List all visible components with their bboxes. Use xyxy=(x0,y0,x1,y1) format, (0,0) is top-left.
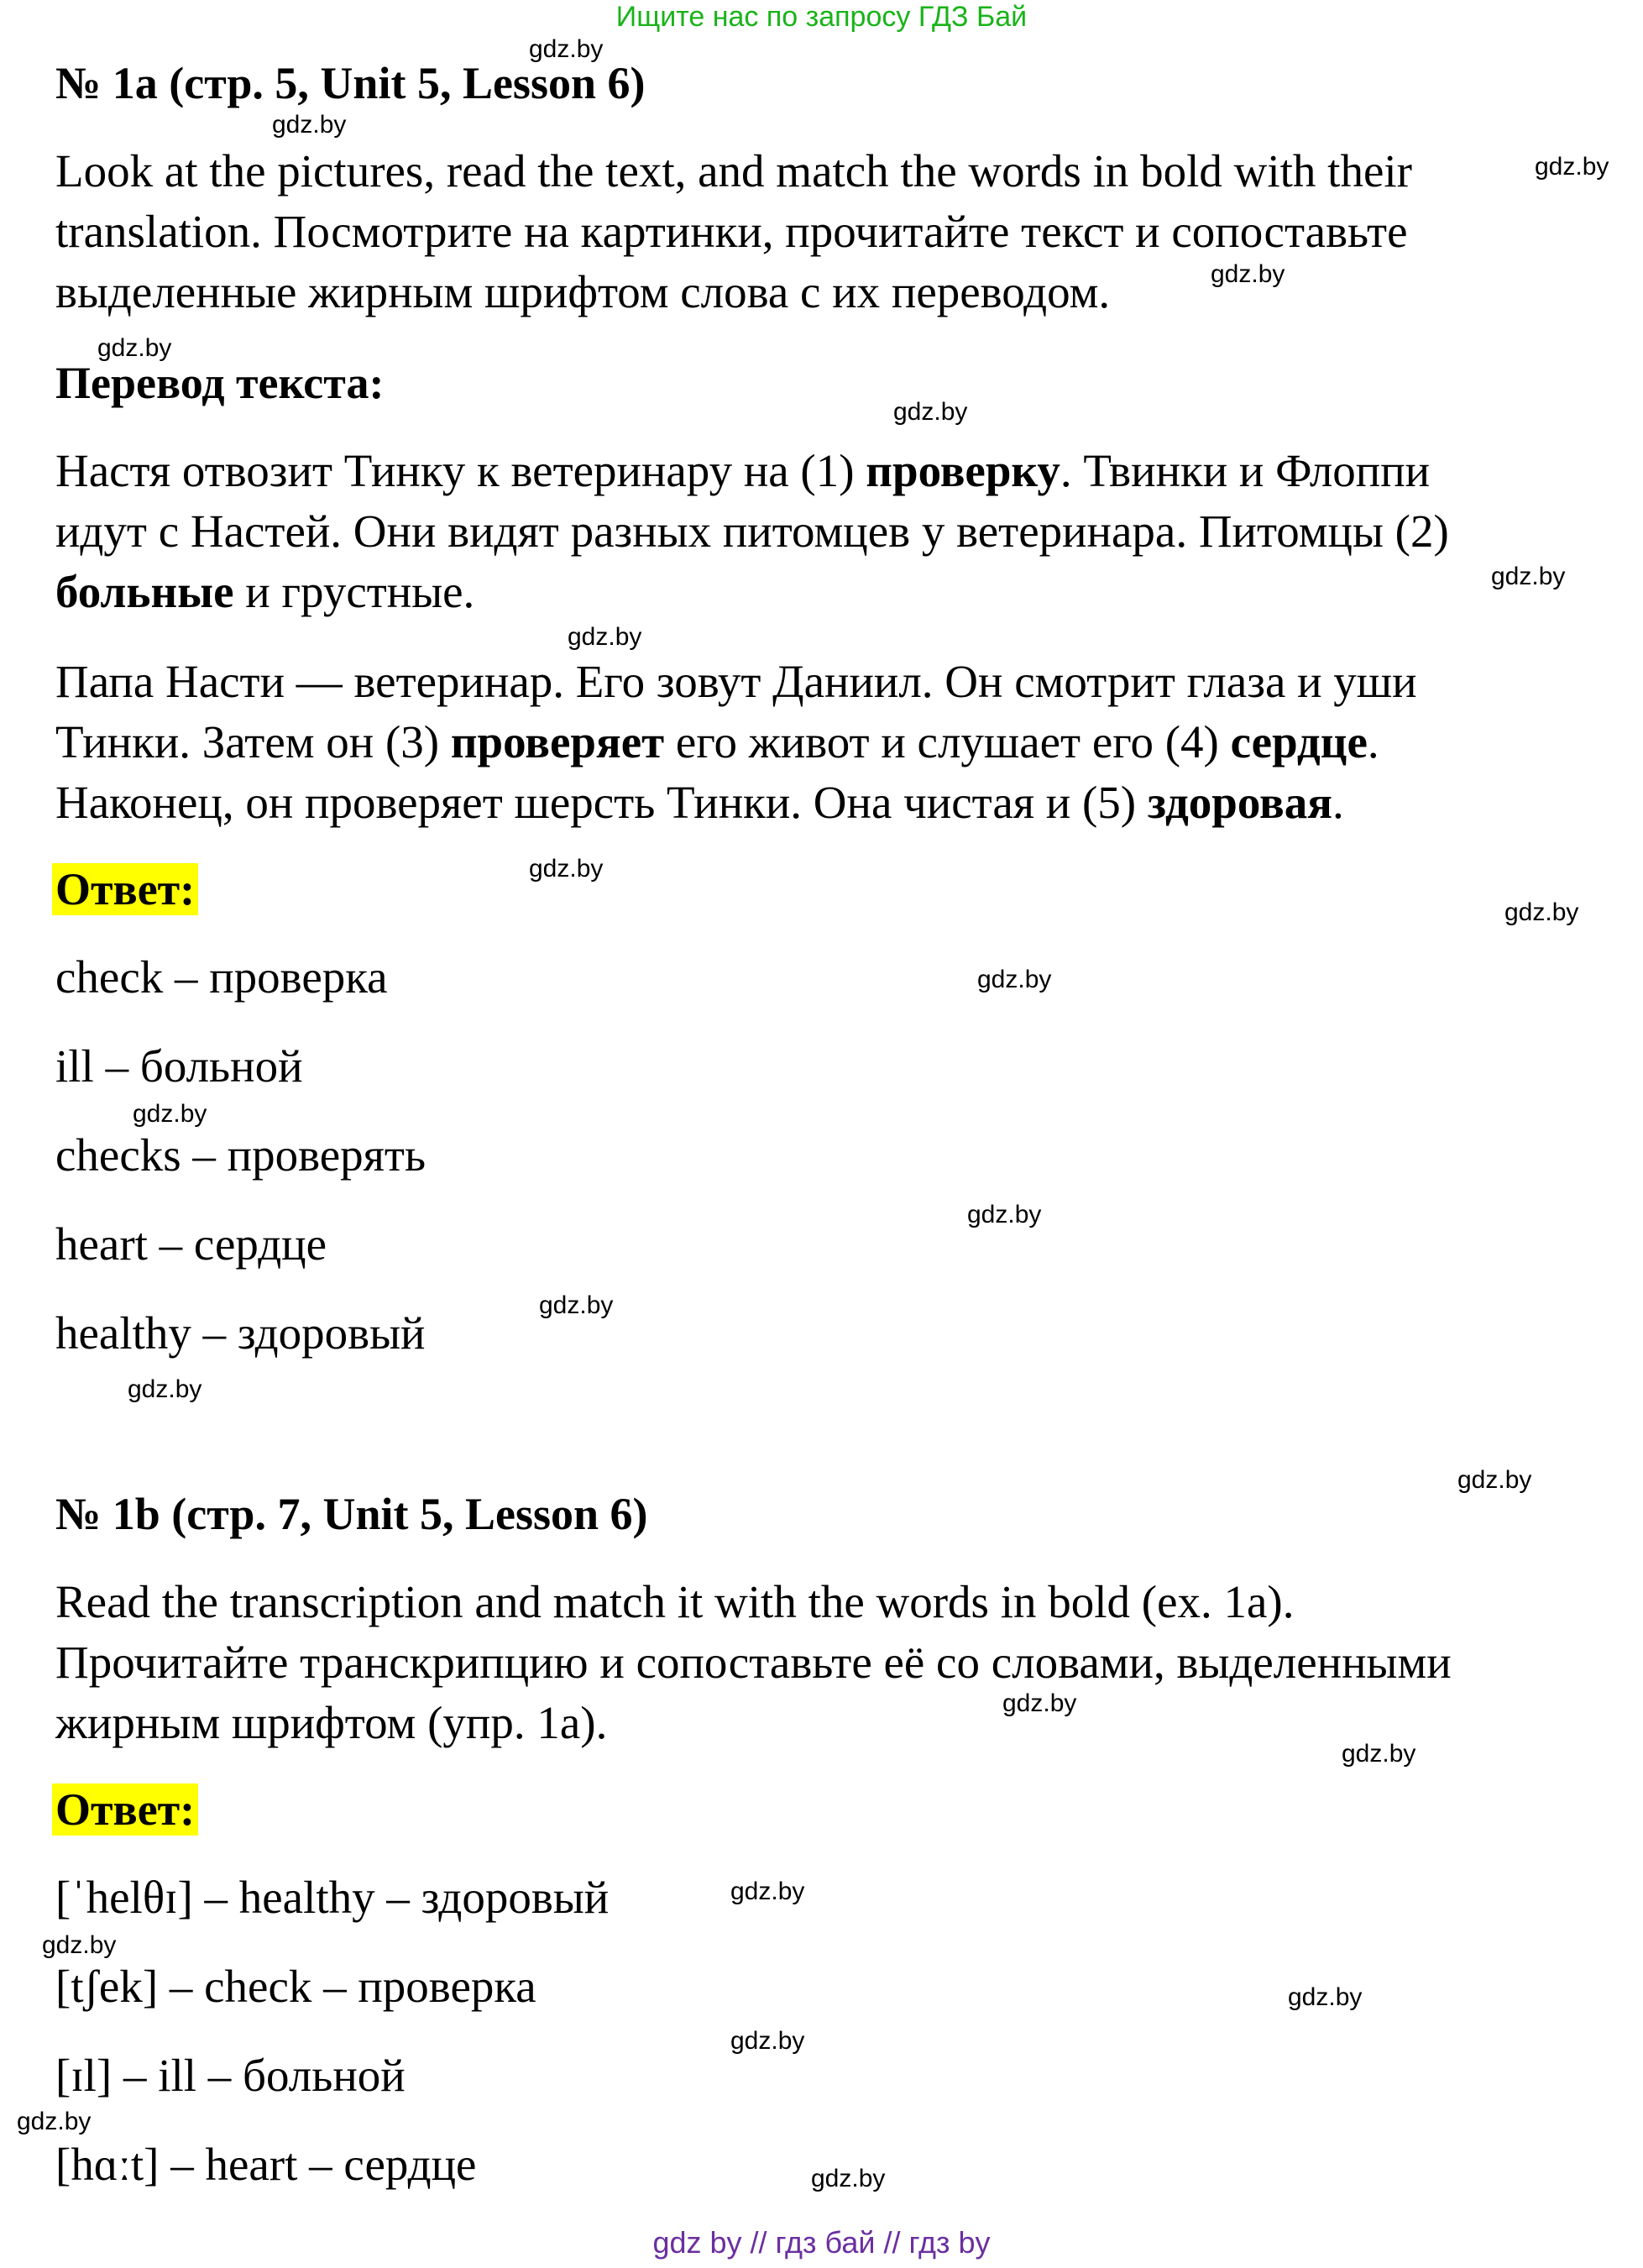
watermark: gdz.by xyxy=(1504,898,1579,926)
watermark: gdz.by xyxy=(1535,153,1609,181)
exercise-1a-task xyxy=(55,141,1412,322)
answer-item: check – проверка xyxy=(55,951,388,1003)
answer-item: ill – больной xyxy=(55,1040,303,1092)
paragraph-line: Папа Насти — ветеринар. Его зовут Даниил. Он смотрит глаза и уши xyxy=(55,656,1417,707)
text-run: Настя отвозит Тинку к ветеринару на (1) xyxy=(55,445,866,496)
exercise-1b-heading: № 1b (стр. 7, Unit 5, Lesson 6) xyxy=(55,1489,648,1539)
paragraph-line xyxy=(55,712,1417,773)
watermark: gdz.by xyxy=(1491,563,1566,590)
translation-paragraph-2 xyxy=(55,652,1417,833)
answer-item: [tʃek] – check – проверка xyxy=(55,1961,536,2012)
paragraph-line xyxy=(55,773,1417,833)
bottom-site-banner[interactable]: gdz by // гдз бай // гдз by xyxy=(652,2225,991,2260)
answer-item: [hɑːt] – heart – сердце xyxy=(55,2139,477,2190)
text-run: . xyxy=(1332,777,1344,828)
watermark: gdz.by xyxy=(730,1878,805,1905)
watermark: gdz.by xyxy=(17,2108,92,2135)
watermark: gdz.by xyxy=(568,623,642,651)
text-run: и грустные. xyxy=(233,566,475,617)
watermark: gdz.by xyxy=(272,111,347,139)
answer-item: [ɪl] – ill – больной xyxy=(55,2050,406,2101)
paragraph-line xyxy=(55,562,1449,622)
watermark: gdz.by xyxy=(730,2027,805,2055)
watermark: gdz.by xyxy=(977,966,1052,993)
watermark: gdz.by xyxy=(811,2165,886,2192)
bold-word-checks: проверяет xyxy=(450,716,665,767)
watermark: gdz.by xyxy=(1002,1689,1077,1717)
watermark: gdz.by xyxy=(1211,260,1285,288)
answer-item: healthy – здоровый xyxy=(55,1307,426,1359)
answer-label-1a: Ответ: xyxy=(52,863,198,915)
watermark: gdz.by xyxy=(97,334,172,362)
bold-word-heart: сердце xyxy=(1230,716,1368,767)
answer-item: checks – проверять xyxy=(55,1129,426,1181)
bold-word-ill: больные xyxy=(55,566,234,617)
watermark: gdz.by xyxy=(893,398,968,426)
exercise-1a-heading: № 1a (стр. 5, Unit 5, Lesson 6) xyxy=(55,58,646,108)
text-run: . Твинки и Флоппи xyxy=(1060,445,1431,496)
translation-paragraph-1 xyxy=(55,441,1449,622)
watermark: gdz.by xyxy=(529,35,604,63)
answer-label-1b: Ответ: xyxy=(52,1783,198,1836)
task-line: translation. Посмотрите на картинки, прочитайте текст и сопоставьте xyxy=(55,206,1408,257)
paragraph-line xyxy=(55,441,1449,501)
watermark: gdz.by xyxy=(1342,1740,1416,1768)
paragraph-line: идут с Настей. Они видят разных питомцев у ветеринара. Питомцы (2) xyxy=(55,505,1449,557)
bold-word-check: проверку xyxy=(866,445,1060,496)
exercise-1b-task xyxy=(55,1572,1452,1753)
watermark: gdz.by xyxy=(128,1375,202,1403)
task-line: жирным шрифтом (упр. 1а). xyxy=(55,1697,608,1748)
watermark: gdz.by xyxy=(539,1291,614,1319)
watermark: gdz.by xyxy=(967,1201,1042,1228)
task-line: Read the transcription and match it with the words in bold (ex. 1a). xyxy=(55,1576,1295,1627)
bold-word-healthy: здоровая xyxy=(1147,777,1332,828)
text-run: Наконец, он проверяет шерсть Тинки. Она чистая и (5) xyxy=(55,777,1148,828)
top-search-banner[interactable]: Ищите нас по запросу ГДЗ Бай xyxy=(615,1,1028,33)
watermark: gdz.by xyxy=(529,855,604,883)
watermark: gdz.by xyxy=(1288,1983,1363,2011)
task-line: Прочитайте транскрипцию и сопоставьте её со словами, выделенными xyxy=(55,1637,1452,1688)
watermark: gdz.by xyxy=(1457,1466,1532,1494)
text-run: его живот и слушает его (4) xyxy=(664,716,1231,767)
translation-heading: Перевод текста: xyxy=(55,358,385,408)
text-run: . xyxy=(1367,716,1379,767)
watermark: gdz.by xyxy=(42,1931,117,1959)
answer-item: [ˈhelθɪ] – healthy – здоровый xyxy=(55,1872,610,1923)
task-line: Look at the pictures, read the text, and match the words in bold with their xyxy=(55,145,1412,196)
task-line: выделенные жирным шрифтом слова с их переводом. xyxy=(55,266,1111,317)
text-run: Тинки. Затем он (3) xyxy=(55,716,451,767)
watermark: gdz.by xyxy=(133,1100,207,1128)
answer-item: heart – сердце xyxy=(55,1218,327,1270)
